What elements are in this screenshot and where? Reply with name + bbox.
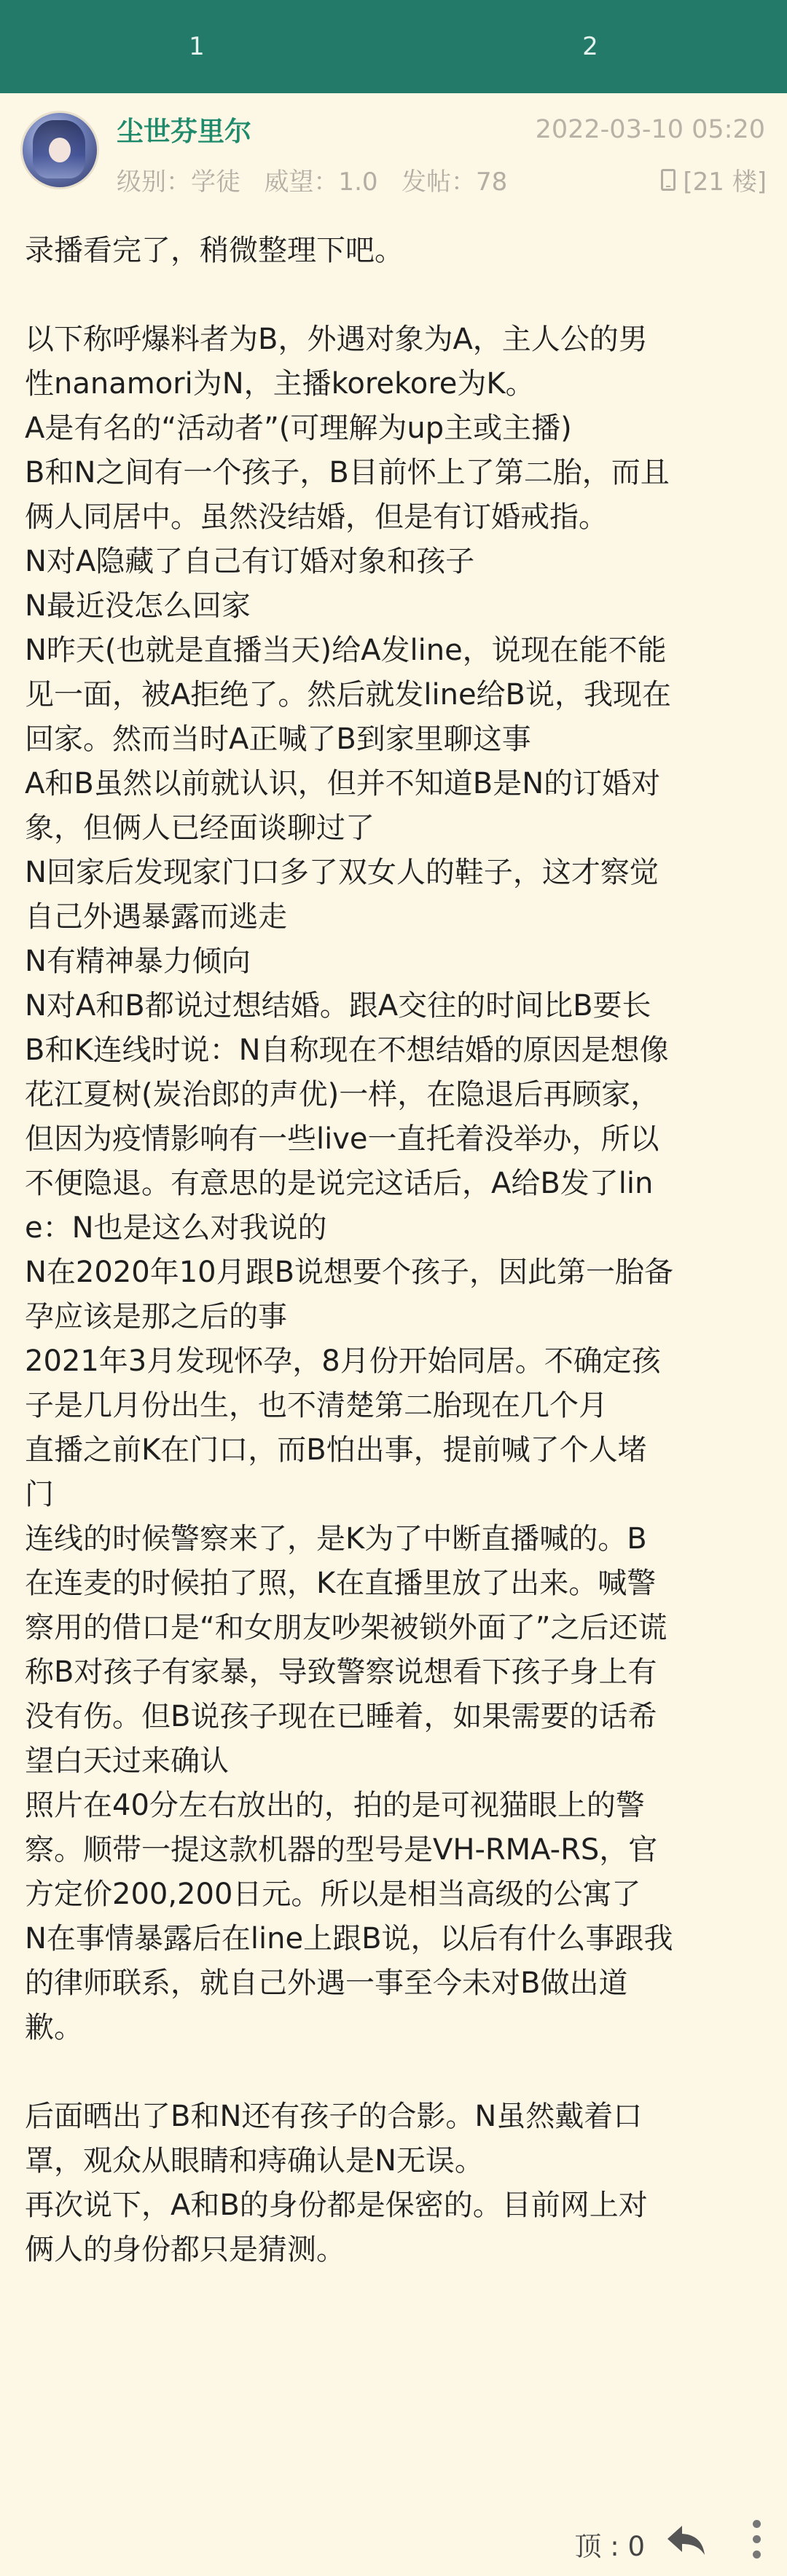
content-line: 象，但俩人已经面谈聊过了 [25,811,375,845]
content-line: N有精神暴力倾向 [25,945,251,978]
content-line: 录播看完了，稍微整理下吧。 [25,234,404,267]
reply-icon[interactable] [665,2521,707,2559]
content-line: 察。顺带一提这款机器的型号是VH-RMA-RS，官 [25,1833,658,1867]
avatar-face [49,138,71,162]
content-line: 孕应该是那之后的事 [25,1300,287,1334]
content-line: 性nanamori为N，主播korekore为K。 [25,367,535,401]
content-line: 没有伤。但B说孩子现在已睡着，如果需要的话希 [25,1700,657,1733]
content-line: 不便隐退。有意思的是说完这话后，A给B发了lin [25,1167,654,1200]
upvote-count[interactable]: 顶 : 0 [574,2531,645,2562]
content-line: 后面晒出了B和N还有孩子的合影。N虽然戴着口 [25,2100,643,2133]
paragraph-gap [25,273,765,318]
content-line: 以下称呼爆料者为B，外遇对象为A，主人公的男 [25,323,648,356]
content-line: N回家后发现家门口多了双女人的鞋子，这才察觉 [25,856,659,889]
content-line: 在连麦的时候拍了照，K在直播里放了出来。喊警 [25,1567,657,1600]
post-floor [661,162,767,197]
floor-number: [21 楼] [683,168,767,197]
post-date: 2022-03-10 05:20 [535,115,765,144]
content-line: A是有名的“活动者”(可理解为up主或主播) [25,411,572,445]
content-line: 罩，观众从眼睛和痔确认是N无误。 [25,2144,484,2178]
content-line: 称B对孩子有家暴，导致警察说想看下孩子身上有 [25,1655,657,1689]
user-meta [117,162,507,197]
content-line: 门 [25,1478,54,1511]
content-line: 2021年3月发现怀孕，8月份开始同居。不确定孩 [25,1344,661,1378]
content-line: 歉。 [25,2011,83,2044]
content-line: 子是几月份出生，也不清楚第二胎现在几个月 [25,1389,608,1422]
post-content [25,229,765,2272]
more-vertical-icon[interactable] [752,2520,762,2561]
page-tab-bar [0,0,787,93]
content-line: B和N之间有一个孩子，B目前怀上了第二胎，而且 [25,456,670,489]
user-avatar[interactable] [20,111,99,189]
content-line: e：N也是这么对我说的 [25,1211,327,1245]
content-line: N在事情暴露后在line上跟B说，以后有什么事跟我 [25,1922,673,1955]
tab-page-2[interactable]: 2 [582,32,598,61]
content-line: 花江夏树(炭治郎的声优)一样，在隐退后再顾家， [25,1078,660,1111]
content-line: 照片在40分左右放出的，拍的是可视猫眼上的警 [25,1789,645,1822]
post-footer [0,2505,787,2576]
content-line: 连线的时候警察来了，是K为了中断直播喊的。B [25,1522,647,1556]
content-line: N对A和B都说过想结婚。跟A交往的时间比B要长 [25,989,651,1023]
content-line: 望白天过来确认 [25,1744,229,1778]
username[interactable]: 尘世芬里尔 [117,116,251,147]
content-line: N在2020年10月跟B说想要个孩子，因此第一胎备 [25,1256,674,1289]
content-line: 察用的借口是“和女朋友吵架被锁外面了”之后还谎 [25,1611,667,1645]
content-line: N对A隐藏了自己有订婚对象和孩子 [25,545,475,578]
content-line: 方定价200,200日元。所以是相当高级的公寓了 [25,1878,641,1911]
content-line: 俩人的身份都只是猜测。 [25,2233,345,2266]
content-line: N最近没怎么回家 [25,589,251,623]
content-line: B和K连线时说：N自称现在不想结婚的原因是想像 [25,1033,669,1067]
tab-page-1[interactable]: 1 [189,32,205,61]
phone-icon [661,169,676,191]
content-line: 回家。然而当时A正喊了B到家里聊这事 [25,722,531,756]
user-post-count: 发帖：78 [401,168,508,197]
content-line: 俩人同居中。虽然没结婚，但是有订婚戒指。 [25,500,608,534]
content-line: A和B虽然以前就认识，但并不知道B是N的订婚对 [25,767,661,800]
user-prestige: 威望：1.0 [264,168,378,197]
content-line: N昨天(也就是直播当天)给A发line，说现在能不能 [25,634,667,667]
paragraph-gap [25,2050,765,2095]
content-line: 见一面，被A拒绝了。然后就发line给B说，我现在 [25,678,671,712]
content-line: 再次说下，A和B的身份都是保密的。目前网上对 [25,2189,648,2222]
content-line: 自己外遇暴露而逃走 [25,900,287,934]
user-level: 级别：学徒 [117,168,240,197]
content-line: 的律师联系，就自己外遇一事至今未对B做出道 [25,1966,628,2000]
content-line: 直播之前K在门口，而B怕出事，提前喊了个人堵 [25,1433,647,1467]
content-line: 但因为疫情影响有一些live一直托着没举办，所以 [25,1122,659,1156]
